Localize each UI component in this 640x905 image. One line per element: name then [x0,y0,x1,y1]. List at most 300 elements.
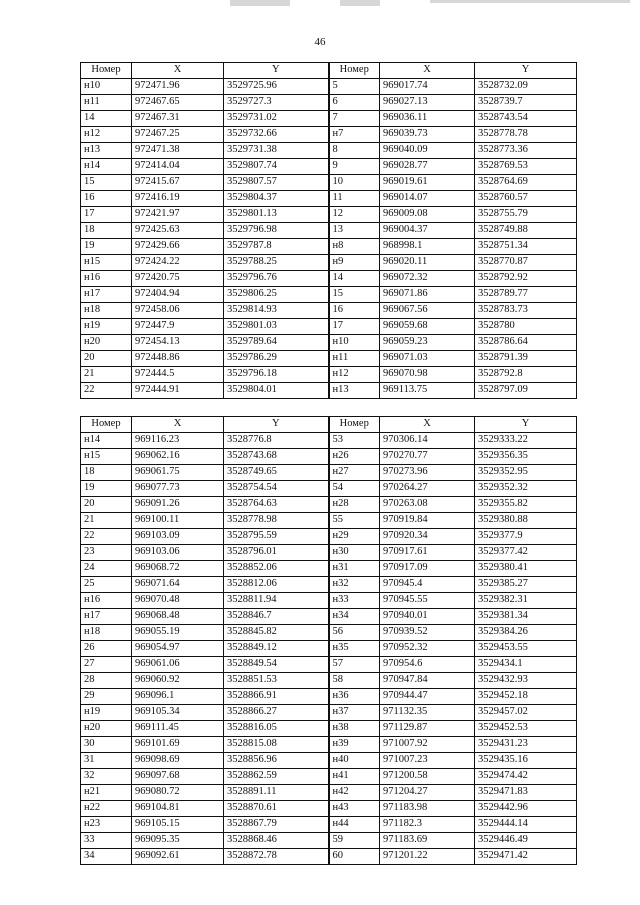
y-coordinate-cell: 3529801.03 [224,319,329,335]
x-coordinate-cell: 972424.22 [132,255,224,271]
x-coordinate-cell: 969019.61 [380,175,475,191]
x-coordinate-cell: 969077.73 [132,481,224,497]
point-number-cell: н19 [81,319,132,335]
x-coordinate-cell: 970944.47 [380,689,475,705]
point-number-cell: 19 [81,481,132,497]
y-coordinate-cell: 3529377.9 [475,529,577,545]
table-row [81,689,577,705]
y-coordinate-cell: 3529457.02 [475,705,577,721]
y-coordinate-cell: 3528849.12 [224,641,329,657]
point-number-cell: 14 [81,111,132,127]
x-coordinate-cell: 970945.55 [380,593,475,609]
point-number-cell: н22 [81,801,132,817]
point-number-cell: н17 [81,287,132,303]
y-coordinate-cell: 3529442.96 [475,801,577,817]
y-coordinate-cell: 3528792.92 [475,271,577,287]
x-coordinate-cell: 969027.13 [380,95,475,111]
x-coordinate-cell: 969091.26 [132,497,224,513]
x-coordinate-cell: 969060.92 [132,673,224,689]
y-coordinate-cell: 3528816.05 [224,721,329,737]
point-number-cell: н32 [329,577,380,593]
y-coordinate-cell: 3529807.57 [224,175,329,191]
header-x: X [380,417,475,433]
y-coordinate-cell: 3528872.78 [224,849,329,865]
y-coordinate-cell: 3528815.08 [224,737,329,753]
point-number-cell: н15 [81,255,132,271]
table-row [81,207,577,223]
point-number-cell: н30 [329,545,380,561]
y-coordinate-cell: 3528769.53 [475,159,577,175]
y-coordinate-cell: 3528867.79 [224,817,329,833]
table-header-row [81,63,577,79]
y-coordinate-cell: 3529796.98 [224,223,329,239]
y-coordinate-cell: 3528870.61 [224,801,329,817]
coordinates-table-2 [80,416,577,865]
table-row [81,657,577,673]
y-coordinate-cell: 3528891.11 [224,785,329,801]
x-coordinate-cell: 969009.08 [380,207,475,223]
x-coordinate-cell: 972414.04 [132,159,224,175]
x-coordinate-cell: 972404.94 [132,287,224,303]
point-number-cell: н29 [329,529,380,545]
y-coordinate-cell: 3529796.18 [224,367,329,383]
x-coordinate-cell: 970263.08 [380,497,475,513]
x-coordinate-cell: 970920.34 [380,529,475,545]
point-number-cell: 29 [81,689,132,705]
y-coordinate-cell: 3529380.88 [475,513,577,529]
header-y: Y [224,63,329,79]
table-row [81,561,577,577]
point-number-cell: 34 [81,849,132,865]
point-number-cell: н13 [81,143,132,159]
x-coordinate-cell: 972444.91 [132,383,224,399]
y-coordinate-cell: 3528764.63 [224,497,329,513]
x-coordinate-cell: 969103.06 [132,545,224,561]
x-coordinate-cell: 972471.38 [132,143,224,159]
y-coordinate-cell: 3528764.69 [475,175,577,191]
point-number-cell: 28 [81,673,132,689]
table-row [81,287,577,303]
x-coordinate-cell: 970952.32 [380,641,475,657]
y-coordinate-cell: 3528749.88 [475,223,577,239]
y-coordinate-cell: 3528851.53 [224,673,329,689]
table-row [81,465,577,481]
point-number-cell: н18 [81,303,132,319]
x-coordinate-cell: 969067.56 [380,303,475,319]
x-coordinate-cell: 970917.09 [380,561,475,577]
y-coordinate-cell: 3528795.59 [224,529,329,545]
x-coordinate-cell: 969080.72 [132,785,224,801]
x-coordinate-cell: 971183.98 [380,801,475,817]
y-coordinate-cell: 3529453.55 [475,641,577,657]
y-coordinate-cell: 3528786.64 [475,335,577,351]
x-coordinate-cell: 972415.67 [132,175,224,191]
table-row [81,351,577,367]
x-coordinate-cell: 972447.9 [132,319,224,335]
x-coordinate-cell: 969096.1 [132,689,224,705]
point-number-cell: н20 [81,721,132,737]
table-header-row [81,417,577,433]
point-number-cell: н16 [81,593,132,609]
x-coordinate-cell: 969095.35 [132,833,224,849]
table-row [81,577,577,593]
table-row [81,191,577,207]
point-number-cell: 57 [329,657,380,673]
y-coordinate-cell: 3529352.95 [475,465,577,481]
point-number-cell: 21 [81,513,132,529]
y-coordinate-cell: 3528796.01 [224,545,329,561]
y-coordinate-cell: 3528778.98 [224,513,329,529]
y-coordinate-cell: 3529384.26 [475,625,577,641]
x-coordinate-cell: 970306.14 [380,433,475,449]
y-coordinate-cell: 3529452.18 [475,689,577,705]
point-number-cell: н31 [329,561,380,577]
x-coordinate-cell: 969040.09 [380,143,475,159]
header-x: X [132,417,224,433]
x-coordinate-cell: 969105.15 [132,817,224,833]
point-number-cell: 10 [329,175,380,191]
x-coordinate-cell: 969111.45 [132,721,224,737]
point-number-cell: н34 [329,609,380,625]
y-coordinate-cell: 3529333.22 [475,433,577,449]
table-row [81,737,577,753]
table-row [81,95,577,111]
y-coordinate-cell: 3528866.91 [224,689,329,705]
point-number-cell: 31 [81,753,132,769]
table-row [81,127,577,143]
x-coordinate-cell: 970273.96 [380,465,475,481]
x-coordinate-cell: 969017.74 [380,79,475,95]
page-number: 46 [314,36,326,48]
y-coordinate-cell: 3528732.09 [475,79,577,95]
table-row [81,833,577,849]
point-number-cell: н10 [81,79,132,95]
y-coordinate-cell: 3528776.8 [224,433,329,449]
x-coordinate-cell: 971204.27 [380,785,475,801]
y-coordinate-cell: 3528812.06 [224,577,329,593]
x-coordinate-cell: 971132.35 [380,705,475,721]
y-coordinate-cell: 3529804.01 [224,383,329,399]
point-number-cell: 6 [329,95,380,111]
table-row [81,111,577,127]
x-coordinate-cell: 972448.86 [132,351,224,367]
x-coordinate-cell: 971183.69 [380,833,475,849]
x-coordinate-cell: 969068.72 [132,561,224,577]
y-coordinate-cell: 3529355.82 [475,497,577,513]
point-number-cell: н28 [329,497,380,513]
table-row [81,593,577,609]
x-coordinate-cell: 969020.11 [380,255,475,271]
y-coordinate-cell: 3529806.25 [224,287,329,303]
y-coordinate-cell: 3529352.32 [475,481,577,497]
point-number-cell: н8 [329,239,380,255]
table-row [81,481,577,497]
point-number-cell: 12 [329,207,380,223]
x-coordinate-cell: 971007.92 [380,737,475,753]
y-coordinate-cell: 3529381.34 [475,609,577,625]
y-coordinate-cell: 3529796.76 [224,271,329,287]
point-number-cell: 19 [81,239,132,255]
x-coordinate-cell: 969061.06 [132,657,224,673]
table-row [81,303,577,319]
table-row [81,513,577,529]
x-coordinate-cell: 970945.4 [380,577,475,593]
header-y: Y [224,417,329,433]
table-row [81,433,577,449]
point-number-cell: 58 [329,673,380,689]
point-number-cell: 20 [81,351,132,367]
x-coordinate-cell: 971129.87 [380,721,475,737]
y-coordinate-cell: 3528862.59 [224,769,329,785]
x-coordinate-cell: 969072.32 [380,271,475,287]
x-coordinate-cell: 970940.01 [380,609,475,625]
x-coordinate-cell: 972429.66 [132,239,224,255]
y-coordinate-cell: 3528755.79 [475,207,577,223]
x-coordinate-cell: 972420.75 [132,271,224,287]
x-coordinate-cell: 970954.6 [380,657,475,673]
table-row [81,769,577,785]
scan-artifact [340,0,380,6]
y-coordinate-cell: 3529434.1 [475,657,577,673]
x-coordinate-cell: 969071.86 [380,287,475,303]
point-number-cell: н40 [329,753,380,769]
scan-artifact [230,0,290,6]
x-coordinate-cell: 969103.09 [132,529,224,545]
table-row [81,545,577,561]
x-coordinate-cell: 972416.19 [132,191,224,207]
x-coordinate-cell: 969101.69 [132,737,224,753]
y-coordinate-cell: 3528849.54 [224,657,329,673]
point-number-cell: н19 [81,705,132,721]
table-row [81,175,577,191]
point-number-cell: 56 [329,625,380,641]
point-number-cell: 23 [81,545,132,561]
table-row [81,705,577,721]
point-number-cell: 14 [329,271,380,287]
y-coordinate-cell: 3528797.09 [475,383,577,399]
x-coordinate-cell: 969071.64 [132,577,224,593]
x-coordinate-cell: 969068.48 [132,609,224,625]
y-coordinate-cell: 3529787.8 [224,239,329,255]
y-coordinate-cell: 3528780 [475,319,577,335]
x-coordinate-cell: 969098.69 [132,753,224,769]
y-coordinate-cell: 3528778.78 [475,127,577,143]
y-coordinate-cell: 3528783.73 [475,303,577,319]
y-coordinate-cell: 3528791.39 [475,351,577,367]
x-coordinate-cell: 969071.03 [380,351,475,367]
point-number-cell: 33 [81,833,132,849]
x-coordinate-cell: 969014.07 [380,191,475,207]
y-coordinate-cell: 3529788.25 [224,255,329,271]
point-number-cell: н23 [81,817,132,833]
x-coordinate-cell: 971182.3 [380,817,475,833]
y-coordinate-cell: 3529431.23 [475,737,577,753]
header-number: Номер [329,63,380,79]
x-coordinate-cell: 972444.5 [132,367,224,383]
table-row [81,529,577,545]
y-coordinate-cell: 3528751.34 [475,239,577,255]
point-number-cell: 17 [81,207,132,223]
table-row [81,335,577,351]
point-number-cell: н43 [329,801,380,817]
x-coordinate-cell: 969059.68 [380,319,475,335]
y-coordinate-cell: 3529471.42 [475,849,577,865]
header-x: X [380,63,475,79]
table-row [81,609,577,625]
x-coordinate-cell: 970947.84 [380,673,475,689]
point-number-cell: 15 [81,175,132,191]
x-coordinate-cell: 970264.27 [380,481,475,497]
table-row [81,367,577,383]
x-coordinate-cell: 972421.97 [132,207,224,223]
point-number-cell: 25 [81,577,132,593]
y-coordinate-cell: 3528743.68 [224,449,329,465]
point-number-cell: 32 [81,769,132,785]
y-coordinate-cell: 3528852.06 [224,561,329,577]
y-coordinate-cell: 3529446.49 [475,833,577,849]
y-coordinate-cell: 3529789.64 [224,335,329,351]
header-x: X [132,63,224,79]
point-number-cell: н37 [329,705,380,721]
point-number-cell: н44 [329,817,380,833]
table-row [81,223,577,239]
x-coordinate-cell: 969100.11 [132,513,224,529]
y-coordinate-cell: 3529452.53 [475,721,577,737]
point-number-cell: н33 [329,593,380,609]
y-coordinate-cell: 3528754.54 [224,481,329,497]
x-coordinate-cell: 969097.68 [132,769,224,785]
table-row [81,271,577,287]
x-coordinate-cell: 970919.84 [380,513,475,529]
point-number-cell: 53 [329,433,380,449]
x-coordinate-cell: 968998.1 [380,239,475,255]
point-number-cell: н7 [329,127,380,143]
table-row [81,753,577,769]
x-coordinate-cell: 969028.77 [380,159,475,175]
x-coordinate-cell: 971200.58 [380,769,475,785]
point-number-cell: н11 [329,351,380,367]
point-number-cell: 20 [81,497,132,513]
point-number-cell: 16 [81,191,132,207]
table-row [81,497,577,513]
point-number-cell: 24 [81,561,132,577]
table-row [81,449,577,465]
scan-artifact [430,0,630,3]
table-row [81,849,577,865]
x-coordinate-cell: 972425.63 [132,223,224,239]
point-number-cell: 30 [81,737,132,753]
point-number-cell: н12 [329,367,380,383]
y-coordinate-cell: 3529444.14 [475,817,577,833]
y-coordinate-cell: 3528868.46 [224,833,329,849]
x-coordinate-cell: 970939.52 [380,625,475,641]
y-coordinate-cell: 3529385.27 [475,577,577,593]
point-number-cell: 27 [81,657,132,673]
y-coordinate-cell: 3528811.94 [224,593,329,609]
x-coordinate-cell: 969105.34 [132,705,224,721]
point-number-cell: н38 [329,721,380,737]
point-number-cell: 54 [329,481,380,497]
point-number-cell: 55 [329,513,380,529]
y-coordinate-cell: 3529786.29 [224,351,329,367]
header-y: Y [475,417,577,433]
point-number-cell: 17 [329,319,380,335]
y-coordinate-cell: 3528789.77 [475,287,577,303]
x-coordinate-cell: 972467.25 [132,127,224,143]
point-number-cell: н18 [81,625,132,641]
y-coordinate-cell: 3528743.54 [475,111,577,127]
table-row [81,641,577,657]
point-number-cell: 9 [329,159,380,175]
coordinates-table-1 [80,62,577,399]
point-number-cell: 16 [329,303,380,319]
x-coordinate-cell: 969061.75 [132,465,224,481]
point-number-cell: 18 [81,465,132,481]
point-number-cell: 18 [81,223,132,239]
point-number-cell: 7 [329,111,380,127]
y-coordinate-cell: 3528760.57 [475,191,577,207]
header-number: Номер [81,63,132,79]
x-coordinate-cell: 972467.31 [132,111,224,127]
y-coordinate-cell: 3529474.42 [475,769,577,785]
table-row [81,673,577,689]
y-coordinate-cell: 3529807.74 [224,159,329,175]
x-coordinate-cell: 972467.65 [132,95,224,111]
x-coordinate-cell: 969039.73 [380,127,475,143]
y-coordinate-cell: 3528845.82 [224,625,329,641]
point-number-cell: 22 [81,529,132,545]
point-number-cell: н11 [81,95,132,111]
y-coordinate-cell: 3529382.31 [475,593,577,609]
x-coordinate-cell: 969092.61 [132,849,224,865]
table-row [81,143,577,159]
table-row [81,721,577,737]
x-coordinate-cell: 969055.19 [132,625,224,641]
point-number-cell: н14 [81,433,132,449]
point-number-cell: н35 [329,641,380,657]
point-number-cell: н12 [81,127,132,143]
point-number-cell: н36 [329,689,380,705]
x-coordinate-cell: 969036.11 [380,111,475,127]
point-number-cell: н21 [81,785,132,801]
point-number-cell: н41 [329,769,380,785]
y-coordinate-cell: 3529814.93 [224,303,329,319]
table-row [81,785,577,801]
x-coordinate-cell: 972454.13 [132,335,224,351]
x-coordinate-cell: 970917.61 [380,545,475,561]
y-coordinate-cell: 3529377.42 [475,545,577,561]
point-number-cell: 26 [81,641,132,657]
y-coordinate-cell: 3528866.27 [224,705,329,721]
table-row [81,383,577,399]
x-coordinate-cell: 972471.96 [132,79,224,95]
y-coordinate-cell: 3528770.87 [475,255,577,271]
x-coordinate-cell: 969054.97 [132,641,224,657]
y-coordinate-cell: 3529801.13 [224,207,329,223]
point-number-cell: 15 [329,287,380,303]
point-number-cell: н15 [81,449,132,465]
y-coordinate-cell: 3529380.41 [475,561,577,577]
point-number-cell: н26 [329,449,380,465]
point-number-cell: н42 [329,785,380,801]
y-coordinate-cell: 3528856.96 [224,753,329,769]
y-coordinate-cell: 3528773.36 [475,143,577,159]
point-number-cell: н39 [329,737,380,753]
y-coordinate-cell: 3529731.02 [224,111,329,127]
y-coordinate-cell: 3528749.65 [224,465,329,481]
x-coordinate-cell: 969070.98 [380,367,475,383]
point-number-cell: н13 [329,383,380,399]
